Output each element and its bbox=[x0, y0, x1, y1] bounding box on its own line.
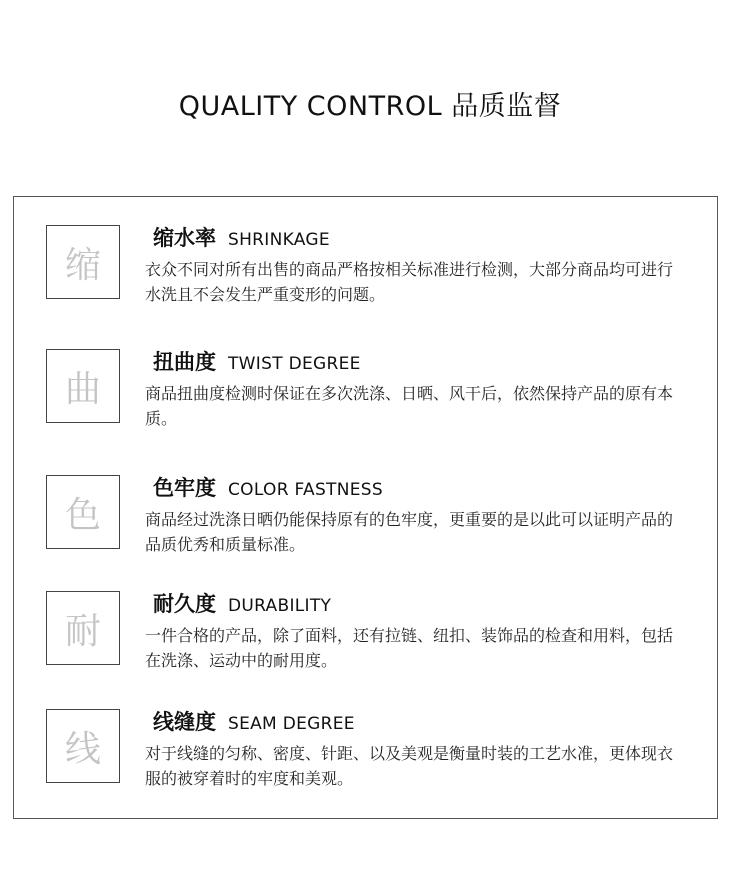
badge-icon: 色 bbox=[46, 475, 120, 549]
item-title-cn: 耐久度 bbox=[153, 592, 216, 616]
badge-icon: 线 bbox=[46, 709, 120, 783]
item-description: 商品经过洗涤日晒仍能保持原有的色牢度，更重要的是以此可以证明产品的品质优秀和质量标准。 bbox=[145, 510, 674, 554]
page-title: QUALITY CONTROL 品质监督 bbox=[178, 91, 562, 122]
quality-panel bbox=[13, 196, 718, 819]
item-title bbox=[153, 475, 383, 503]
item-description: 商品扭曲度检测时保证在多次洗涤、日晒、风干后，依然保持产品的原有本质。 bbox=[145, 384, 674, 428]
item-title-cn: 缩水率 bbox=[153, 226, 216, 250]
item-title bbox=[153, 591, 331, 619]
item-title bbox=[153, 709, 355, 737]
item-description: 一件合格的产品，除了面料，还有拉链、纽扣、装饰品的检查和用料，包括在洗涤、运动中的耐用度。 bbox=[145, 626, 674, 670]
item-title-en: DURABILITY bbox=[228, 596, 332, 616]
item-description: 衣众不同对所有出售的商品严格按相关标准进行检测，大部分商品均可进行水洗且不会发生严重变形的问题。 bbox=[145, 260, 674, 304]
item-title-en: COLOR FASTNESS bbox=[228, 480, 383, 500]
item-description: 对于线缝的匀称、密度、针距、以及美观是衡量时装的工艺水准，更体现衣服的被穿着时的牢度和美观。 bbox=[145, 744, 674, 788]
item-title bbox=[153, 349, 361, 377]
item-title-en: SHRINKAGE bbox=[228, 230, 330, 250]
item-title bbox=[153, 225, 330, 253]
item-title-cn: 色牢度 bbox=[153, 476, 216, 500]
badge-icon: 耐 bbox=[46, 591, 120, 665]
badge-icon: 曲 bbox=[46, 349, 120, 423]
item-title-cn: 线缝度 bbox=[153, 710, 216, 734]
badge-icon: 缩 bbox=[46, 225, 120, 299]
item-title-en: SEAM DEGREE bbox=[228, 714, 355, 734]
item-title-cn: 扭曲度 bbox=[153, 350, 216, 374]
item-title-en: TWIST DEGREE bbox=[228, 354, 361, 374]
